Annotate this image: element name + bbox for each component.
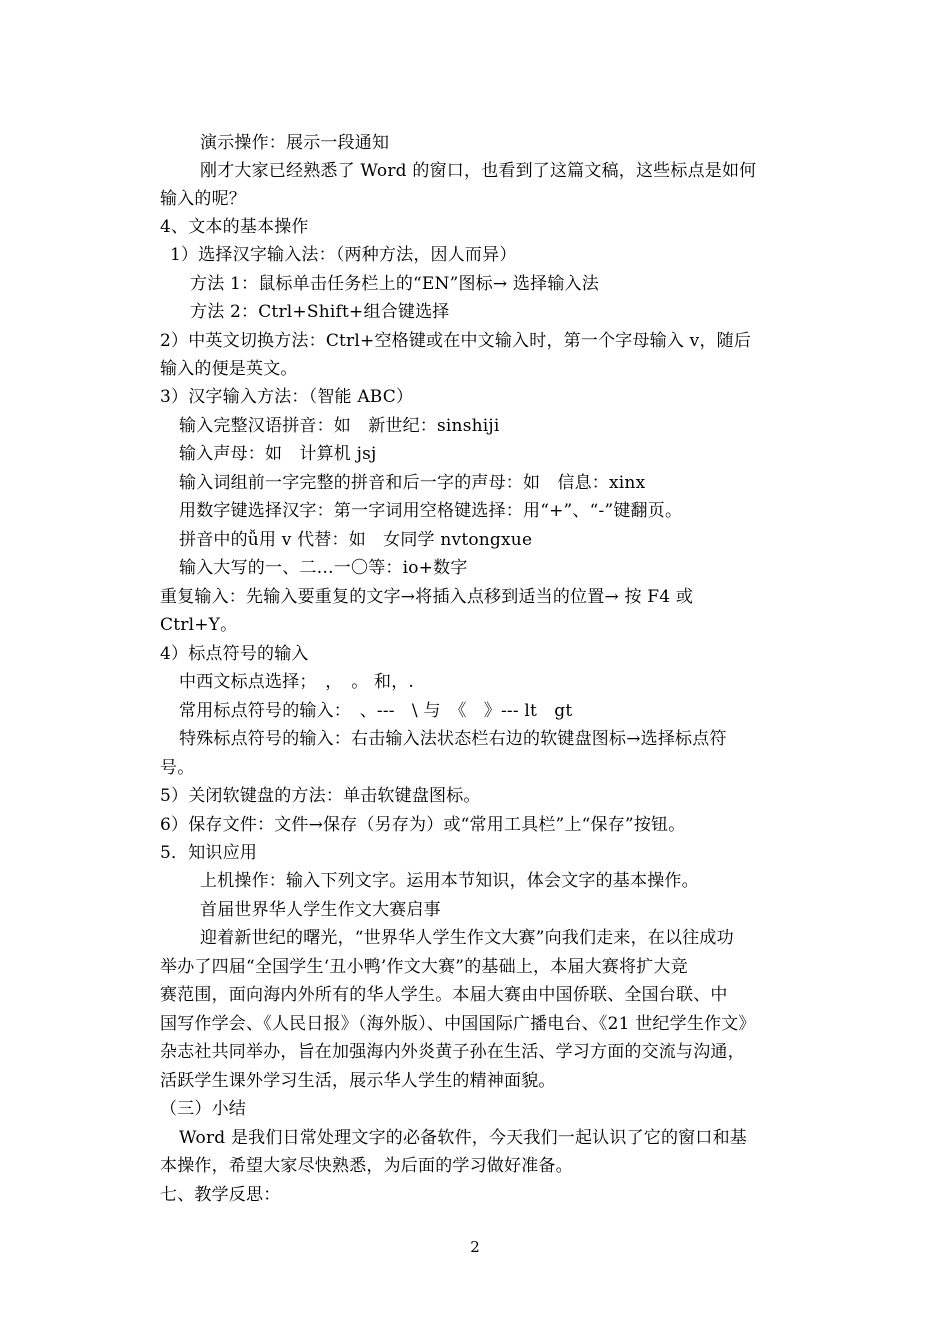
text-line: 特殊标点符号的输入：右击输入法状态栏右边的软键盘图标→选择标点符 <box>179 729 727 749</box>
section-heading: （三）小结 <box>160 1099 246 1119</box>
text-line: 5）关闭软键盘的方法：单击软键盘图标。 <box>160 786 481 806</box>
text-line: 6）保存文件：文件→保存（另存为）或“常用工具栏”上“保存”按钮。 <box>160 815 686 835</box>
text-line: 号。 <box>160 758 195 778</box>
text-line: Word 是我们日常处理文字的必备软件，今天我们一起认识了它的窗口和基 <box>179 1128 747 1148</box>
text-line: 活跃学生课外学习生活，展示华人学生的精神面貌。 <box>160 1071 556 1091</box>
notice-title: 首届世界华人学生作文大赛启事 <box>200 900 441 920</box>
text-line: 输入词组前一字完整的拼音和后一字的声母：如 信息：xinx <box>179 473 646 493</box>
text-line: 输入的便是英文。 <box>160 359 298 379</box>
text-line: 重复输入：先输入要重复的文字→将插入点移到适当的位置→ 按 F4 或 <box>160 587 694 607</box>
section-heading: 4、文本的基本操作 <box>160 217 309 237</box>
text-line: 用数字键选择汉字：第一字词用空格键选择：用“+”、“-”键翻页。 <box>179 501 683 521</box>
text-line: 输入大写的一、二…一〇等：io+数字 <box>179 558 468 578</box>
text-line: 输入声母：如 计算机 jsj <box>179 444 377 464</box>
text-line: 方法 2：Ctrl+Shift+组合键选择 <box>190 302 450 322</box>
text-line: Ctrl+Y。 <box>160 615 238 635</box>
text-line: 迎着新世纪的曙光，“世界华人学生作文大赛”向我们走来，在以往成功 <box>200 928 734 948</box>
text-line: 国写作学会、《人民日报》（海外版）、中国国际广播电台、《21 世纪学生作文》 <box>160 1014 756 1034</box>
text-line: 刚才大家已经熟悉了 Word 的窗口，也看到了这篇文稿，这些标点是如何 <box>200 161 757 181</box>
text-line: 2）中英文切换方法：Ctrl+空格键或在中文输入时，第一个字母输入 v，随后 <box>160 331 752 351</box>
section-heading: 5．知识应用 <box>160 843 258 863</box>
text-line: 本操作，希望大家尽快熟悉，为后面的学习做好准备。 <box>160 1156 573 1176</box>
text-line: 方法 1：鼠标单击任务栏上的“EN”图标→ 选择输入法 <box>190 274 599 294</box>
text-line: 举办了四届“全国学生‘丑小鸭’作文大赛”的基础上，本届大赛将扩大竞 <box>160 957 688 977</box>
text-line: 4）标点符号的输入 <box>160 644 309 664</box>
section-heading: 七、教学反思： <box>160 1185 281 1205</box>
text-line: 演示操作：展示一段通知 <box>200 133 390 153</box>
text-line: 1）选择汉字输入法：（两种方法，因人而异） <box>170 245 517 265</box>
text-line: 3）汉字输入方法：（智能 ABC） <box>160 387 414 407</box>
text-line: 中西文标点选择； ， 。 和，. <box>179 672 415 692</box>
text-line: 赛范围，面向海内外所有的华人学生。本届大赛由中国侨联、全国台联、中 <box>160 985 728 1005</box>
text-line: 常用标点符号的输入： 、--- \ 与 《 》--- lt gt <box>179 701 573 721</box>
text-line: 输入的呢？ <box>160 189 246 209</box>
text-line: 拼音中的ǚ用 v 代替：如 女同学 nvtongxue <box>179 530 533 550</box>
page-number: 2 <box>470 1238 480 1256</box>
text-line: 杂志社共同举办，旨在加强海内外炎黄子孙在生活、学习方面的交流与沟通， <box>160 1042 745 1062</box>
text-line: 输入完整汉语拼音：如 新世纪：sinshiji <box>179 416 500 436</box>
text-line: 上机操作：输入下列文字。运用本节知识，体会文字的基本操作。 <box>200 871 699 891</box>
